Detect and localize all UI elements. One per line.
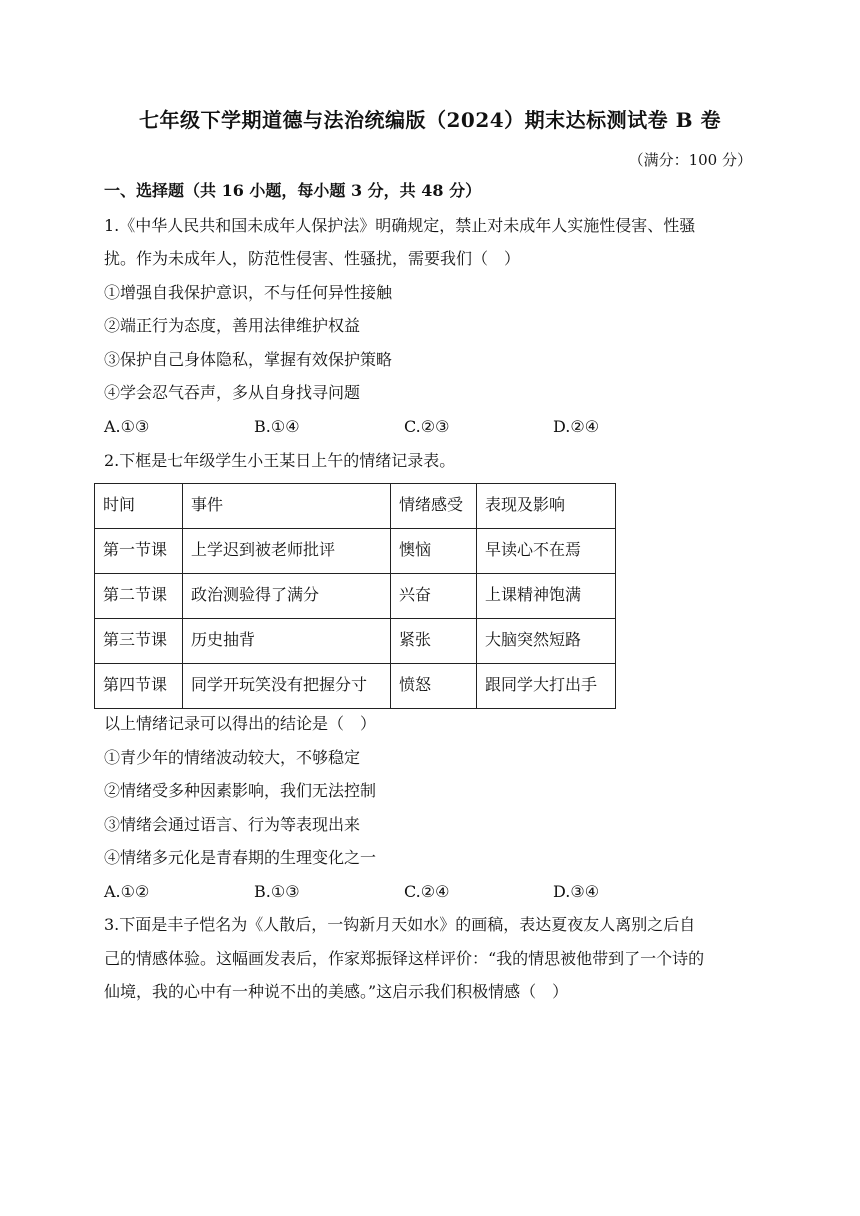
table-cell: 上课精神饱满 [477, 574, 616, 619]
table-cell: 懊恼 [391, 529, 477, 574]
q3-stem-line3: 仙境，我的心中有一种说不出的美感。”这启示我们积极情感（ ） [104, 982, 569, 1001]
q1-option-b: B.①④ [254, 417, 300, 436]
q2-option-b: B.①③ [254, 882, 300, 901]
q1-stem-line2: 扰。作为未成年人，防范性侵害、性骚扰，需要我们（ ） [104, 249, 521, 268]
table-header-cell: 时间 [95, 484, 183, 529]
q1-item-3: ③保护自己身体隐私，掌握有效保护策略 [104, 350, 393, 369]
q1-item-1: ①增强自我保护意识，不与任何异性接触 [104, 283, 393, 302]
table-cell: 政治测验得了满分 [183, 574, 391, 619]
table-header-cell: 事件 [183, 484, 391, 529]
q2-item-4: ④情绪多元化是青春期的生理变化之一 [104, 848, 377, 867]
table-cell: 第四节课 [95, 664, 183, 709]
table-header-cell: 情绪感受 [391, 484, 477, 529]
q2-option-d: D.③④ [553, 882, 600, 901]
table-cell: 同学开玩笑没有把握分寸 [183, 664, 391, 709]
q1-option-c: C.②③ [404, 417, 450, 436]
table-cell: 历史抽背 [183, 619, 391, 664]
q2-stem: 2.下框是七年级学生小王某日上午的情绪记录表。 [104, 451, 456, 470]
q2-question: 以上情绪记录可以得出的结论是（ ） [104, 714, 377, 733]
q1-item-2: ②端正行为态度，善用法律维护权益 [104, 316, 361, 335]
table-header-row [95, 484, 616, 529]
table-cell: 大脑突然短路 [477, 619, 616, 664]
q2-item-3: ③情绪会通过语言、行为等表现出来 [104, 815, 361, 834]
table-cell: 上学迟到被老师批评 [183, 529, 391, 574]
q3-stem-line2: 己的情感体验。这幅画发表后，作家郑振铎这样评价：“我的情思被他带到了一个诗的 [104, 949, 705, 968]
table-header-cell: 表现及影响 [477, 484, 616, 529]
q3-stem-line1: 3.下面是丰子恺名为《人散后，一钩新月天如水》的画稿，表达夏夜友人离别之后自 [104, 915, 696, 934]
table-row [95, 574, 616, 619]
q2-option-a: A.①② [104, 882, 150, 901]
emotion-record-table [94, 483, 616, 709]
exam-title: 七年级下学期道德与法治统编版（2024）期末达标测试卷 B 卷 [139, 108, 721, 132]
table-row [95, 619, 616, 664]
table-cell: 第三节课 [95, 619, 183, 664]
table-cell: 兴奋 [391, 574, 477, 619]
q1-option-a: A.①③ [104, 417, 150, 436]
table-cell: 愤怒 [391, 664, 477, 709]
q2-item-1: ①青少年的情绪波动较大，不够稳定 [104, 748, 361, 767]
q2-item-2: ②情绪受多种因素影响，我们无法控制 [104, 781, 377, 800]
full-score-note: （满分：100 分） [628, 151, 752, 169]
section-heading: 一、选择题（共 16 小题，每小题 3 分，共 48 分） [104, 181, 482, 200]
table-cell: 跟同学大打出手 [477, 664, 616, 709]
q2-option-c: C.②④ [404, 882, 450, 901]
q1-option-d: D.②④ [553, 417, 600, 436]
table-cell: 第一节课 [95, 529, 183, 574]
q1-stem-line1: 1.《中华人民共和国未成年人保护法》明确规定，禁止对未成年人实施性侵害、性骚 [104, 216, 696, 235]
table-cell: 早读心不在焉 [477, 529, 616, 574]
table-cell: 第二节课 [95, 574, 183, 619]
q1-item-4: ④学会忍气吞声，多从自身找寻问题 [104, 383, 361, 402]
table-cell: 紧张 [391, 619, 477, 664]
table-row [95, 529, 616, 574]
table-row [95, 664, 616, 709]
